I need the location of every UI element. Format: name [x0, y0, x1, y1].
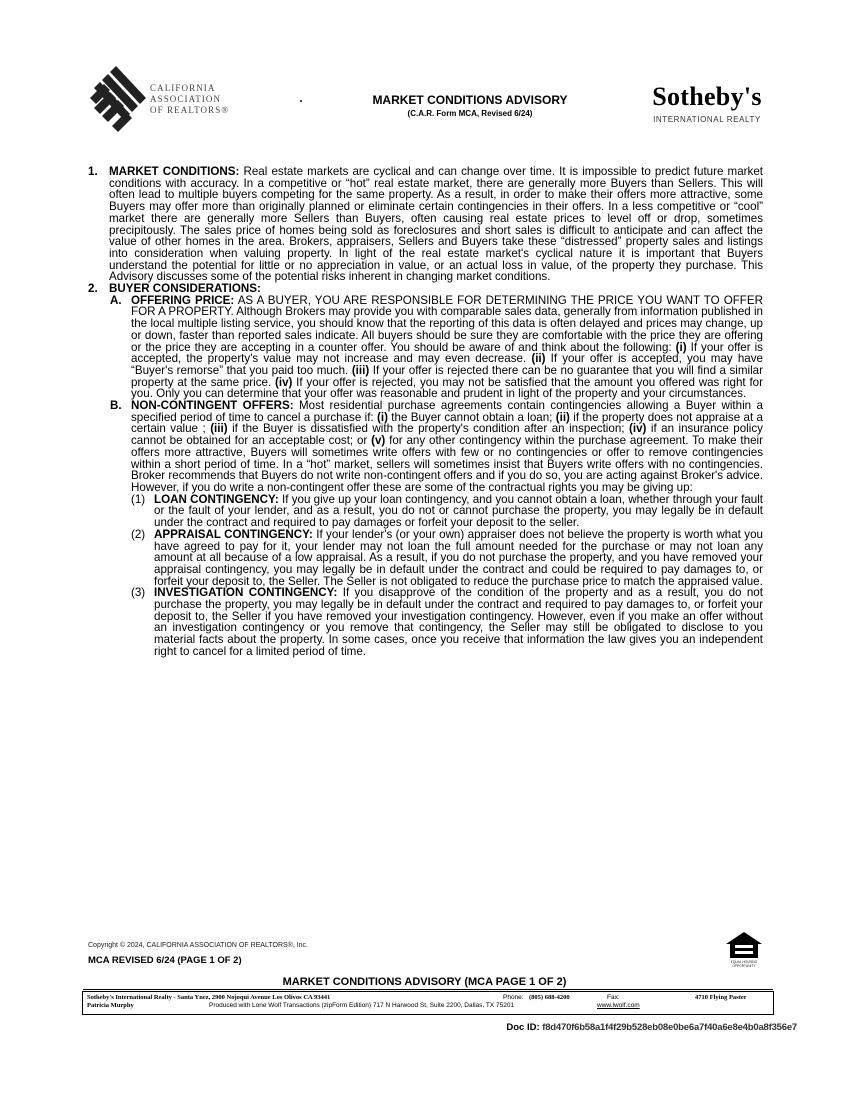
subsection-heading: OFFERING PRICE:	[131, 293, 235, 307]
subsection-heading: NON-CONTINGENT OFFERS:	[131, 399, 294, 413]
item-body: If you disapprove of the condition of the property and as a result, you do not purchase the property, you may legally be in default under the contract and required to pay damages to, or forfeit your deposit to, the Seller if you have removed your investigation contingency. However, even if you make an offer without an investigation contingency or you remove that contingency, the Seller may still be obligated to disclose to you material facts about the property. In some cases, once you receive that information the law gives you an independent right to cancel for a limited period of time.	[154, 586, 763, 658]
item-heading: LOAN CONTINGENCY:	[154, 492, 279, 506]
item-text	[154, 587, 763, 657]
clause: If your offer is accepted, the property's value may not increase and may even decrease.	[131, 340, 763, 366]
website-link[interactable]: www.lwolf.com	[597, 1002, 640, 1009]
subsection-letter: A.	[110, 293, 122, 307]
non-contingent-text	[131, 400, 763, 494]
market-conditions-text: Real estate markets are cyclical and can change over time. It is impossible to predict future market conditions with accuracy. In a competitive or “hot” real estate market, there are generally more Buyers than Sellers. This will often lead to multiple buyers competing for the same property. As a result, in order to make their offers more attractive, some Buyers may offer more than originally planned or eliminate certain contingencies in their offers. In a less competitive or “cool” market there are generally more Sellers than Buyers, often causing real estate prices to level off or drop, sometimes precipitously. The sales price of homes being sold as foreclosures and short sales is difficult to anticipate and can affect the value of other homes in the area. Brokers, appraisers, Sellers and Buyers take these “distressed” property sales and listings into consideration when valuing property. In light of the real estate market's cyclical nature it is important that Buyers understand the potential for little or no appreciation in value, or an actual loss in value, of the property they purchase. This Advisory discusses some of the potential risks inherent in changing market conditions.	[109, 165, 763, 284]
item-number: (3)	[131, 586, 146, 600]
fax-label: Fax:	[607, 994, 620, 1001]
marker: (v)	[371, 434, 386, 448]
item-heading: INVESTIGATION CONTINGENCY:	[154, 586, 338, 600]
equal-housing-opportunity-icon	[722, 930, 766, 970]
marker: (i)	[377, 410, 388, 424]
produced-by: Produced with Lone Wolf Transactions (zipForm Edition) 717 N Harwood St, Suite 2200, Dallas, TX 75201	[209, 1002, 515, 1009]
offering-price-intro: AS A BUYER, YOU ARE RESPONSIBLE FOR DETERMINING THE PRICE YOU WANT TO OFFER FOR A PROPERTY. Although Brokers may provide you with comparable sales data, generally from information published in the local multiple listing service, you should know that the reporting of this data is often delayed and prices may change, up or down, faster than reported sales indicate. All buyers should be sure they are comfortable with the price they are offering or the price they are accepting in a counter offer. You should be aware of and think about the following:	[131, 293, 763, 354]
item-loan-contingency	[131, 494, 763, 529]
form-title-block	[340, 94, 600, 119]
copyright: Copyright © 2024, CALIFORNIA ASSOCIATION OF REALTORS®, Inc.	[88, 942, 308, 949]
subsection-non-contingent-offers	[110, 400, 763, 494]
header-dot	[300, 100, 302, 102]
clause: If your offer is accepted, you may have “Buyer's remorse” that you paid too much.	[131, 352, 763, 377]
clause: for any other contingency within the purchase agreement. To make their offers more attractive, Buyers will sometimes write offers with few or no contingencies or offer to remove contingencies within a short period of time. In a “hot” market, sellers will sometimes insist that Buyers write offers with no contingencies. Broker recommends that Buyers do not write non-contingent offers and if you do so, you are acting against Broker's advice. However, if you do write a non-contingent offer these are some of the contractual rights you may be giving up:	[131, 434, 763, 494]
item-heading: APPRAISAL CONTINGENCY:	[154, 527, 313, 541]
footer-rule	[83, 989, 773, 990]
subsection-offering-price	[110, 295, 763, 400]
item-text	[154, 529, 763, 588]
marker: (iv)	[274, 375, 293, 389]
section-market-conditions	[88, 166, 763, 283]
car-logo-line3: OF REALTORS®	[150, 105, 230, 115]
marker: (i)	[675, 340, 687, 354]
car-diamond-logo-icon	[88, 64, 148, 134]
form-subtitle: (C.A.R. Form MCA, Revised 6/24)	[407, 109, 533, 118]
section-text	[109, 166, 763, 283]
section-heading: MARKET CONDITIONS:	[109, 165, 240, 178]
clause: if an insurance policy cannot be obtained for an acceptable cost; or	[131, 422, 763, 448]
form-revision: MCA REVISED 6/24 (PAGE 1 OF 2)	[88, 955, 242, 966]
footer-page-title: MARKET CONDITIONS ADVISORY (MCA PAGE 1 OF 2)	[282, 976, 567, 988]
office-address: Sotheby's International Realty - Santa Ynez, 2900 Nojoqui Avenue Los Olivos CA 93441	[87, 994, 331, 1001]
agent-name: Patricia Murphy	[87, 1002, 134, 1009]
car-logo	[88, 64, 238, 134]
marker: (ii)	[531, 352, 546, 366]
advisory-body	[88, 166, 763, 658]
item-number: (1)	[131, 492, 146, 506]
car-logo-text	[150, 83, 229, 116]
clause: the Buyer cannot obtain a loan;	[391, 410, 553, 424]
marker: (ii)	[555, 410, 570, 424]
footer-transaction-box	[82, 991, 774, 1015]
item-body: If you give up your loan contingency, and you cannot obtain a loan, whether through your fault or the fault of your lender, and as a result, you do not or cannot purchase the property, you may legally be in default under the contract and required to pay damages or forfeit your deposit to the seller.	[154, 492, 763, 530]
section-number: 2.	[88, 282, 98, 296]
sothebys-logo-tagline: INTERNATIONAL REALTY	[653, 115, 761, 124]
offering-price-text	[131, 295, 763, 400]
clause: if the property does not appraise at a certain value ;	[131, 410, 763, 436]
phone-number: (805) 688-4200	[529, 994, 570, 1001]
marker: (iii)	[210, 422, 228, 436]
section-number: 1.	[88, 165, 98, 178]
item-text	[154, 494, 763, 529]
marker: (iii)	[351, 363, 370, 377]
item-investigation-contingency	[131, 587, 763, 657]
equal-housing-text: EQUAL HOUSING OPPORTUNITY	[730, 960, 758, 968]
phone-label: Phone:	[503, 994, 524, 1001]
sothebys-logo-name: Sotheby's	[652, 82, 762, 111]
sothebys-logo	[644, 82, 770, 125]
marker: (iv)	[629, 422, 647, 436]
item-appraisal-contingency	[131, 529, 763, 588]
section-heading: BUYER CONSIDERATIONS:	[109, 282, 261, 296]
car-logo-line2: ASSOCIATION	[150, 94, 222, 104]
car-logo-line1: CALIFORNIA	[150, 83, 216, 93]
clause: If your offer is rejected there can be no guarantee that you will find a similar property at the same price.	[131, 363, 763, 389]
item-body: If your lender's (or your own) appraiser does not believe the property is worth what you have agreed to pay for it, your lender may not loan the full amount needed for the purchase or may not loan any amount at all because of a low appraisal. As a result, if you do not purchase the property, and you have removed your appraisal contingency, you may legally be in default under the contract and could be required to pay damages to, or forfeit your deposit to, the Seller. The Seller is not obligated to reduce the purchase price to match the appraised value.	[154, 527, 763, 588]
doc-id-label: Doc ID:	[506, 1022, 540, 1033]
form-title: MARKET CONDITIONS ADVISORY	[372, 93, 568, 107]
item-number: (2)	[131, 527, 146, 541]
doc-id-value: f8d470f6b58a1f4f29b528eb08e0be6a7f40a6e8e4b0a8f356e7	[542, 1022, 797, 1033]
clause: if the Buyer is dissatisfied with the property's condition after an inspection;	[232, 422, 625, 436]
non-contingent-intro: Most residential purchase agreements contain contingencies allowing a Buyer within a specified period of time to cancel a purchase if:	[131, 399, 763, 424]
clause: If your offer is rejected, you may not be satisfied that the amount you offered was right for you. Only you can determine that your offer was reasonable and prudent in light of the property and your circumstances.	[131, 375, 763, 401]
property-address: 4710 Flying Paster	[695, 994, 747, 1001]
doc-id	[0, 1022, 797, 1033]
subsection-letter: B.	[110, 399, 122, 413]
